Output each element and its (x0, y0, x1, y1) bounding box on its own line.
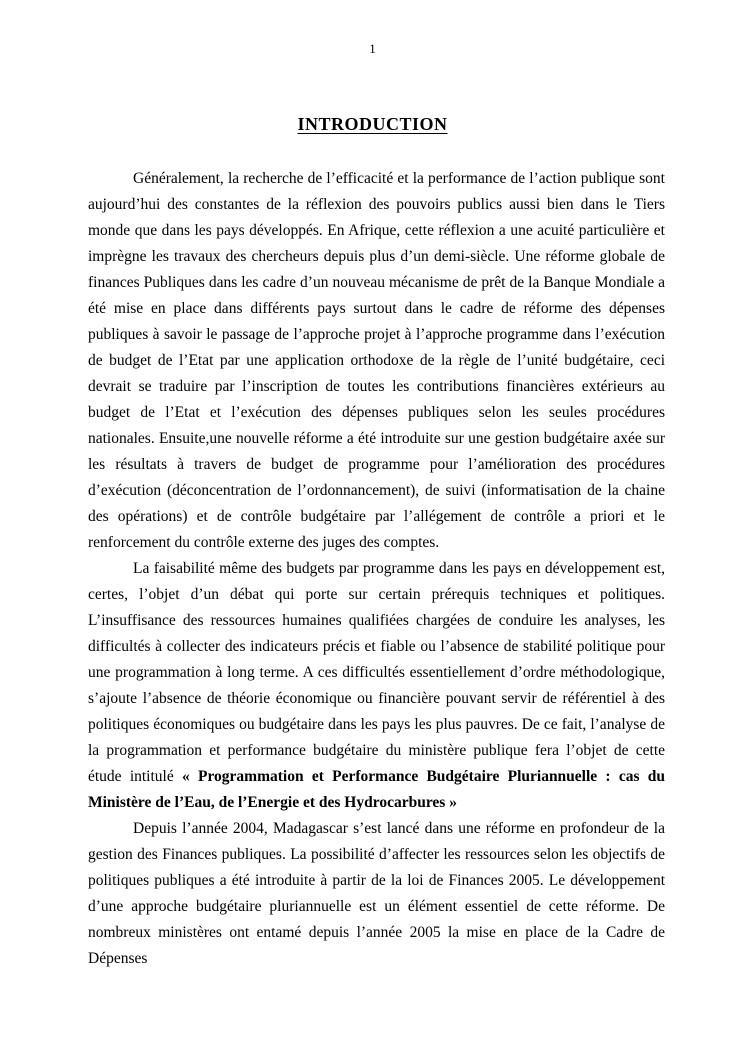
document-body (88, 166, 665, 972)
paragraph-2 (88, 556, 665, 816)
paragraph-1-text: Généralement, la recherche de l’efficacité et la performance de l’action publique sont aujourd’hui des constantes de la réflexion des pouvoirs publics aussi bien dans le Tiers monde que dans les pays développés. En Afrique, cette réflexion a une acuité particulière et imprègne les travaux des chercheurs depuis plus d’un demi-siècle. Une réforme globale de finances Publiques dans les cadre d’un nouveau mécanisme de prêt de la Banque Mondiale a été mise en place dans différents pays surtout dans le cadre de réforme des dépenses publiques à savoir le passage de l’approche projet à l’approche programme dans l’exécution de budget de l’Etat par une application orthodoxe de la règle de l’unité budgétaire, ceci devrait se traduire par l’inscription de toutes les contributions financières extérieurs au budget de l’Etat et l’exécution des dépenses publiques selon les seules procédures nationales. Ensuite,une nouvelle réforme a été introduite sur une gestion budgétaire axée sur les résultats à travers de budget de programme pour l’amélioration des procédures d’exécution (déconcentration de l’ordonnancement), de suivi (informatisation de la chaine des opérations) et de contrôle budgétaire par l’allégement de contrôle a priori et le renforcement du contrôle externe des juges des comptes. (88, 170, 665, 551)
page-title: INTRODUCTION (297, 114, 448, 134)
paragraph-3-text: Depuis l’année 2004, Madagascar s’est lancé dans une réforme en profondeur de la gestion des Finances publiques. La possibilité d’affecter les ressources selon les objectifs de politiques publiques a été introduite à partir de la loi de Finances 2005. Le développement d’une approche budgétaire pluriannuelle est un élément essentiel de cette réforme. De nombreux ministères ont entamé depuis l’année 2005 la mise en place de la Cadre de Dépenses (88, 820, 665, 967)
study-title: « Programmation et Performance Budgétaire Pluriannuelle : cas du Ministère de l’Eau, de l’Energie et des Hydrocarbures » (88, 768, 665, 811)
paragraph-1 (88, 166, 665, 556)
paragraph-2-text: La faisabilité même des budgets par programme dans les pays en développement est, certes, l’objet d’un débat qui porte sur certain prérequis techniques et politiques. L’insuffisance des ressources humaines qualifiées chargées de conduire les analyses, les difficultés à collecter des indicateurs précis et fiable ou l’absence de stabilité politique pour une programmation à long terme. A ces difficultés essentiellement d’ordre méthodologique, s’ajoute l’absence de théorie économique ou financière pouvant servir de référentiel à des politiques économiques ou budgétaire dans les pays les plus pauvres. De ce fait, l’analyse de la programmation et performance budgétaire du ministère publique fera l’objet de cette étude intitulé (88, 560, 665, 785)
page-number: 1 (369, 41, 376, 56)
paragraph-3 (88, 816, 665, 972)
